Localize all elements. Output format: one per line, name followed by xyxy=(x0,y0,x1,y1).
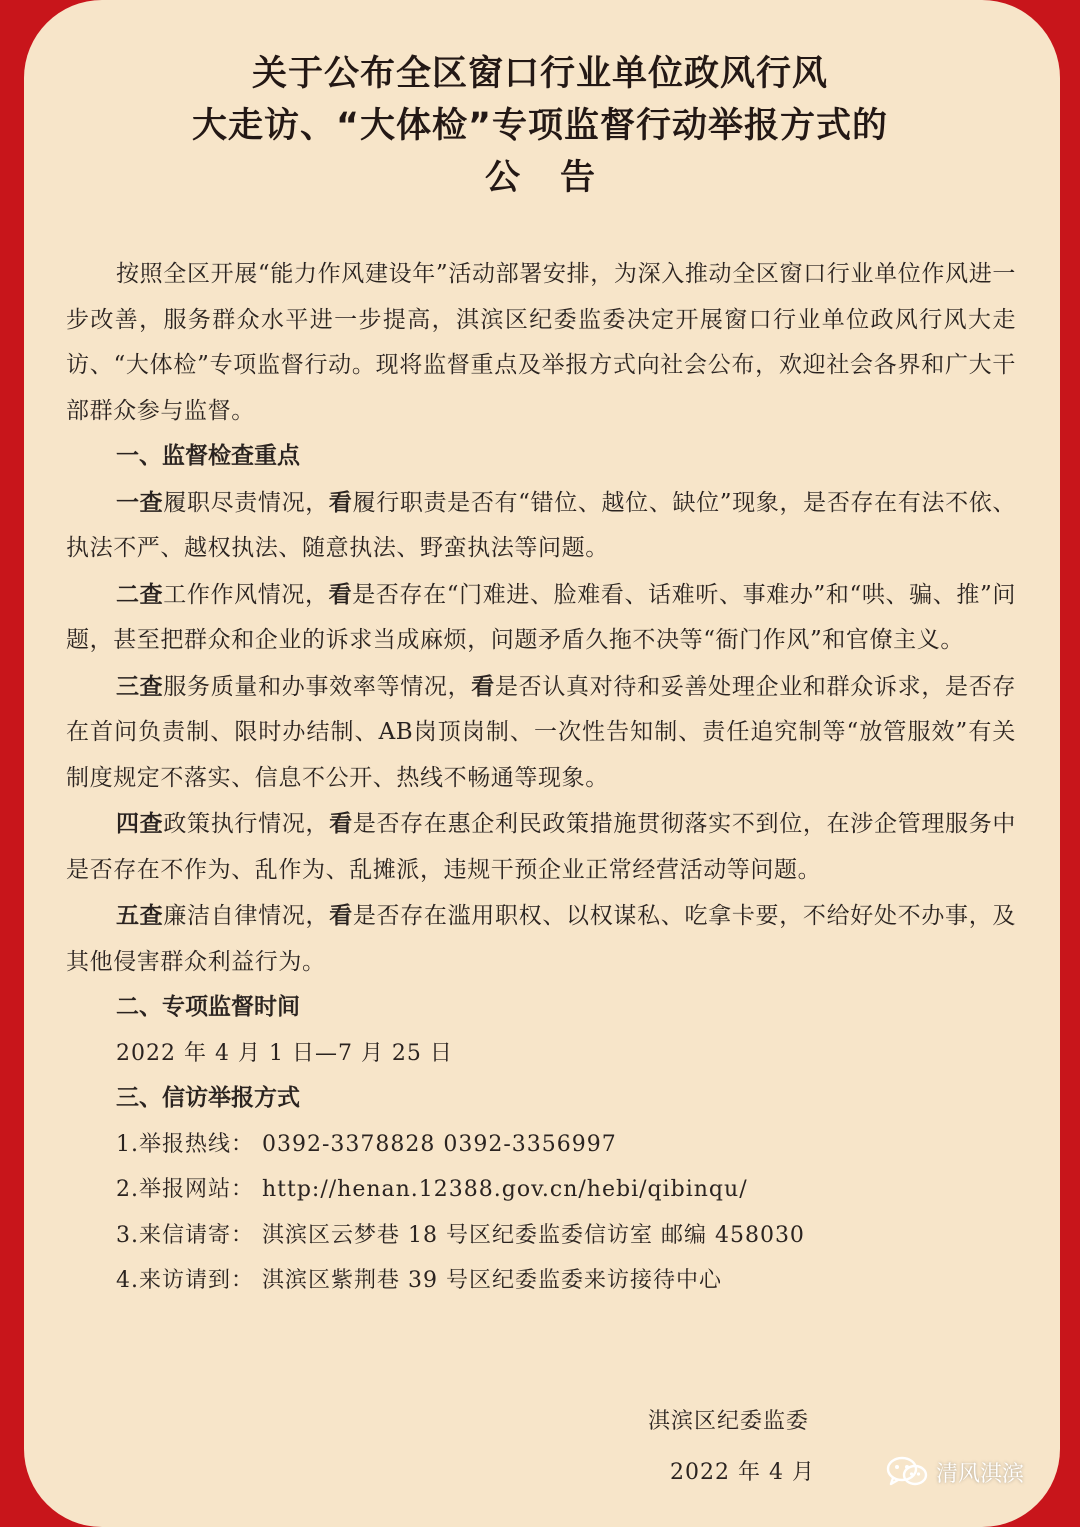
title-line-3: 公告 xyxy=(484,158,635,198)
check-item-2 xyxy=(66,572,1016,664)
check-lead: 五查 xyxy=(116,902,164,929)
title-line-2: 大走访、“大体检”专项监督行动举报方式的 xyxy=(191,106,888,146)
wechat-icon xyxy=(886,1456,928,1488)
watermark-text: 清风淇滨 xyxy=(936,1461,1025,1487)
check-text: 是否存在惠企利民政策措施贯彻落实不到位，在涉企管理服务中是否存在不作为、乱作为、乱摊派，违规干预企业正常经营活动等问题。 xyxy=(66,811,1016,883)
title-line-1: 关于公布全区窗口行业单位政风行风 xyxy=(251,54,828,94)
check-topic: 履职尽责情况， xyxy=(163,489,329,516)
check-lead: 二查 xyxy=(116,580,164,608)
section-2-heading: 二、专项监督时间 xyxy=(116,994,300,1020)
check-text: 是否存在滥用职权、以权谋私、吃拿卡要，不给好处不办事，及其他侵害群众利益行为。 xyxy=(66,903,1016,975)
check-item-4 xyxy=(66,801,1016,893)
report-website[interactable]: 2.举报网站： http://henan.12388.gov.cn/hebi/qibinqu/ xyxy=(116,1177,748,1202)
check-text: 履行职责是否有“错位、越位、缺位”现象，是否存在有法不依、执法不严、越权执法、随意执法、野蛮执法等问题。 xyxy=(66,489,1016,561)
signature-org: 淇滨区纪委监委 xyxy=(648,1409,810,1434)
check-lead: 四查 xyxy=(116,810,164,837)
check-topic: 政策执行情况， xyxy=(163,811,330,837)
check-topic: 工作作风情况， xyxy=(163,581,329,608)
section-1-heading: 一、监督检查重点 xyxy=(116,443,300,469)
check-look: 看 xyxy=(328,488,353,516)
notice-body xyxy=(66,252,1016,1304)
report-mail-address: 3.来信请寄： 淇滨区云梦巷 18 号区纪委监委信访室 邮编 458030 xyxy=(116,1222,805,1248)
check-text: 是否认真对待和妥善处理企业和群众诉求，是否存在首问负责制、限时办结制、AB岗顶岗制、一次性告知制、责任追究制等“放管服效”有关制度规定不落实、信息不公开、热线不畅通等现象。 xyxy=(66,673,1016,791)
signature-date: 2022 年 4 月 xyxy=(670,1460,815,1485)
account-watermark xyxy=(886,1456,1024,1488)
check-topic: 廉洁自律情况， xyxy=(163,903,330,929)
check-look: 看 xyxy=(471,672,495,700)
check-lead: 三查 xyxy=(116,672,164,700)
check-item-3 xyxy=(66,664,1016,802)
check-look: 看 xyxy=(329,810,353,837)
intro-paragraph: 按照全区开展“能力作风建设年”活动部署安排，为深入推动全区窗口行业单位作风进一步改善，服务群众水平进一步提高，淇滨区纪委监委决定开展窗口行业单位政风行风大走访、“大体检”专项监督行动。现将监督重点及举报方式向社会公布，欢迎社会各界和广大干部群众参与监督。 xyxy=(66,261,1016,424)
check-look: 看 xyxy=(329,902,353,929)
report-hotline: 1.举报热线： 0392-3378828 0392-3356997 xyxy=(116,1131,617,1157)
supervision-period: 2022 年 4 月 1 日—7 月 25 日 xyxy=(116,1040,453,1066)
check-text: 是否存在“门难进、脸难看、话难听、事难办”和“哄、骗、推”问题，甚至把群众和企业的诉求当成麻烦，问题矛盾久拖不决等“衙门作风”和官僚主义。 xyxy=(66,581,1016,653)
check-look: 看 xyxy=(328,580,353,608)
section-3-heading: 三、信访举报方式 xyxy=(116,1085,300,1111)
report-visit-address: 4.来访请到： 淇滨区紫荆巷 39 号区纪委监委来访接待中心 xyxy=(116,1268,722,1293)
check-item-5 xyxy=(66,893,1016,985)
check-item-1 xyxy=(66,480,1016,572)
check-lead: 一查 xyxy=(116,488,164,516)
check-topic: 服务质量和办事效率等情况， xyxy=(163,673,472,700)
